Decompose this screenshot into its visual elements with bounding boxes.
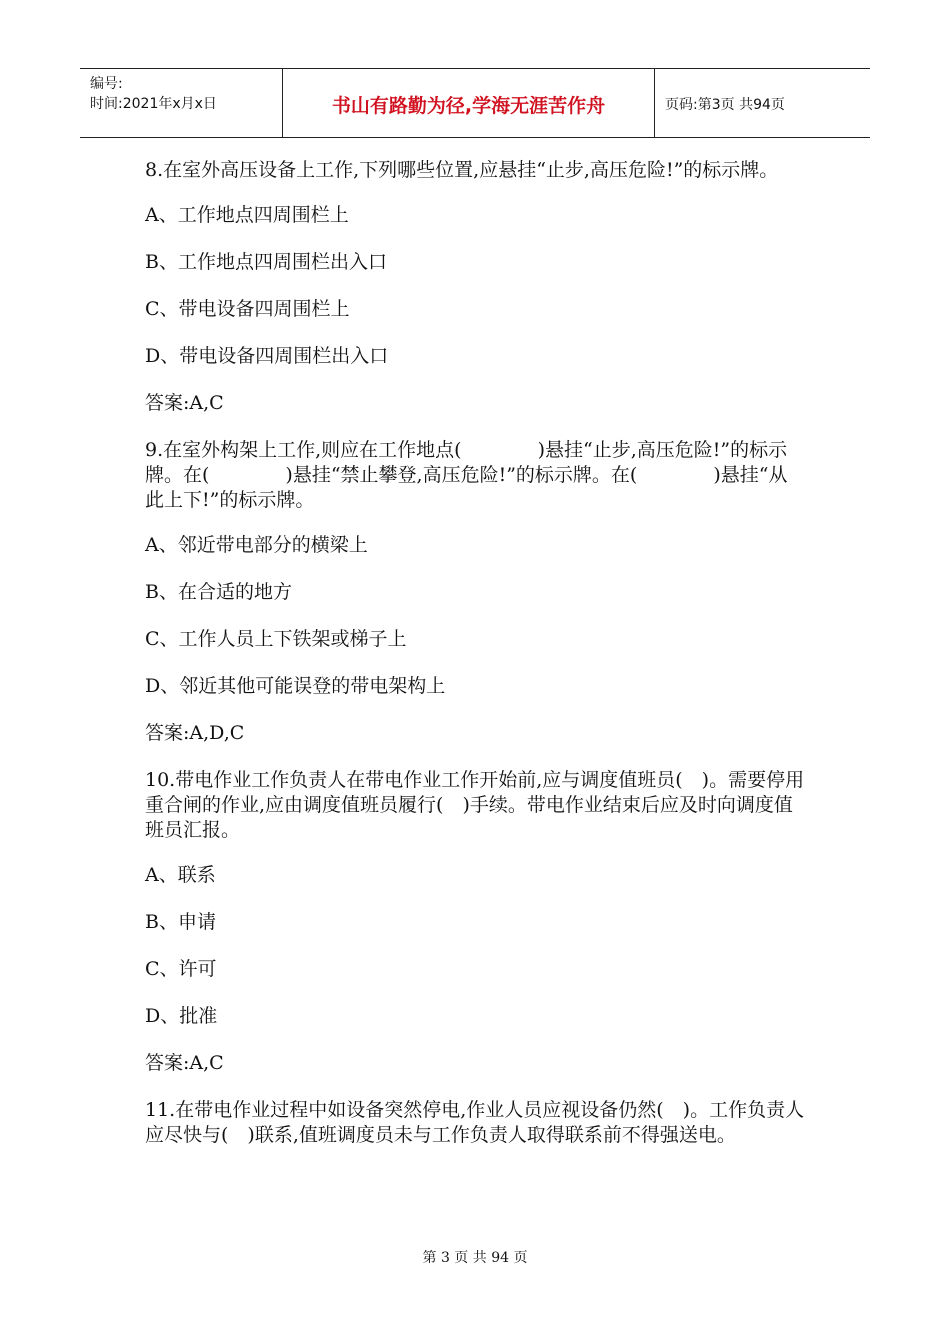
question-stem: 11.在带电作业过程中如设备突然停电,作业人员应视设备仍然( )。工作负责人应尽快与( )联系,值班调度员未与工作负责人取得联系前不得强送电。 bbox=[145, 1099, 805, 1146]
option-a: A、邻近带电部分的横梁上 bbox=[145, 534, 368, 556]
option-b: B、工作地点四周围栏出入口 bbox=[145, 251, 387, 273]
option-c: C、许可 bbox=[145, 958, 217, 980]
answer-text: 答案:A,D,C bbox=[145, 722, 245, 744]
question-list bbox=[145, 158, 805, 1168]
header-motto-cell bbox=[283, 69, 655, 137]
answer-text: 答案:A,C bbox=[145, 1052, 224, 1074]
option-c: C、带电设备四周围栏上 bbox=[145, 298, 350, 320]
document-number-label: 编号: bbox=[90, 76, 123, 92]
option-a: A、联系 bbox=[145, 864, 216, 886]
question-stem: 8.在室外高压设备上工作,下列哪些位置,应悬挂“止步,高压危险!”的标示牌。 bbox=[145, 159, 779, 181]
document-date-label: 时间:2021年x月x日 bbox=[90, 96, 217, 112]
option-a: A、工作地点四周围栏上 bbox=[145, 204, 349, 226]
question-block bbox=[145, 158, 805, 416]
option-d: D、邻近其他可能误登的带电架构上 bbox=[145, 675, 446, 697]
question-block bbox=[145, 438, 805, 746]
option-c: C、工作人员上下铁架或梯子上 bbox=[145, 628, 407, 650]
page-footer: 第 3 页 共 94 页 bbox=[422, 1250, 528, 1266]
motto-text: 书山有路勤为径,学海无涯苦作舟 bbox=[331, 95, 606, 117]
question-block bbox=[145, 768, 805, 1076]
answer-text: 答案:A,C bbox=[145, 392, 224, 414]
option-d: D、批准 bbox=[145, 1005, 218, 1027]
question-stem: 9.在室外构架上工作,则应在工作地点( )悬挂“止步,高压危险!”的标示牌。在( )悬挂“禁止攀登,高压危险!”的标示牌。在( )悬挂“从此上下!”的标示牌。 bbox=[145, 439, 788, 511]
question-block bbox=[145, 1098, 805, 1148]
option-b: B、申请 bbox=[145, 911, 216, 933]
option-b: B、在合适的地方 bbox=[145, 581, 292, 603]
header-page-cell bbox=[655, 69, 870, 137]
page-header bbox=[80, 68, 870, 138]
option-d: D、带电设备四周围栏出入口 bbox=[145, 345, 389, 367]
header-page-info: 页码:第3页 共94页 bbox=[665, 97, 785, 113]
question-stem: 10.带电作业工作负责人在带电作业工作开始前,应与调度值班员( )。需要停用重合闸的作业,应由调度值班员履行( )手续。带电作业结束后应及时向调度值班员汇报。 bbox=[145, 769, 805, 841]
header-meta-cell bbox=[80, 69, 283, 137]
